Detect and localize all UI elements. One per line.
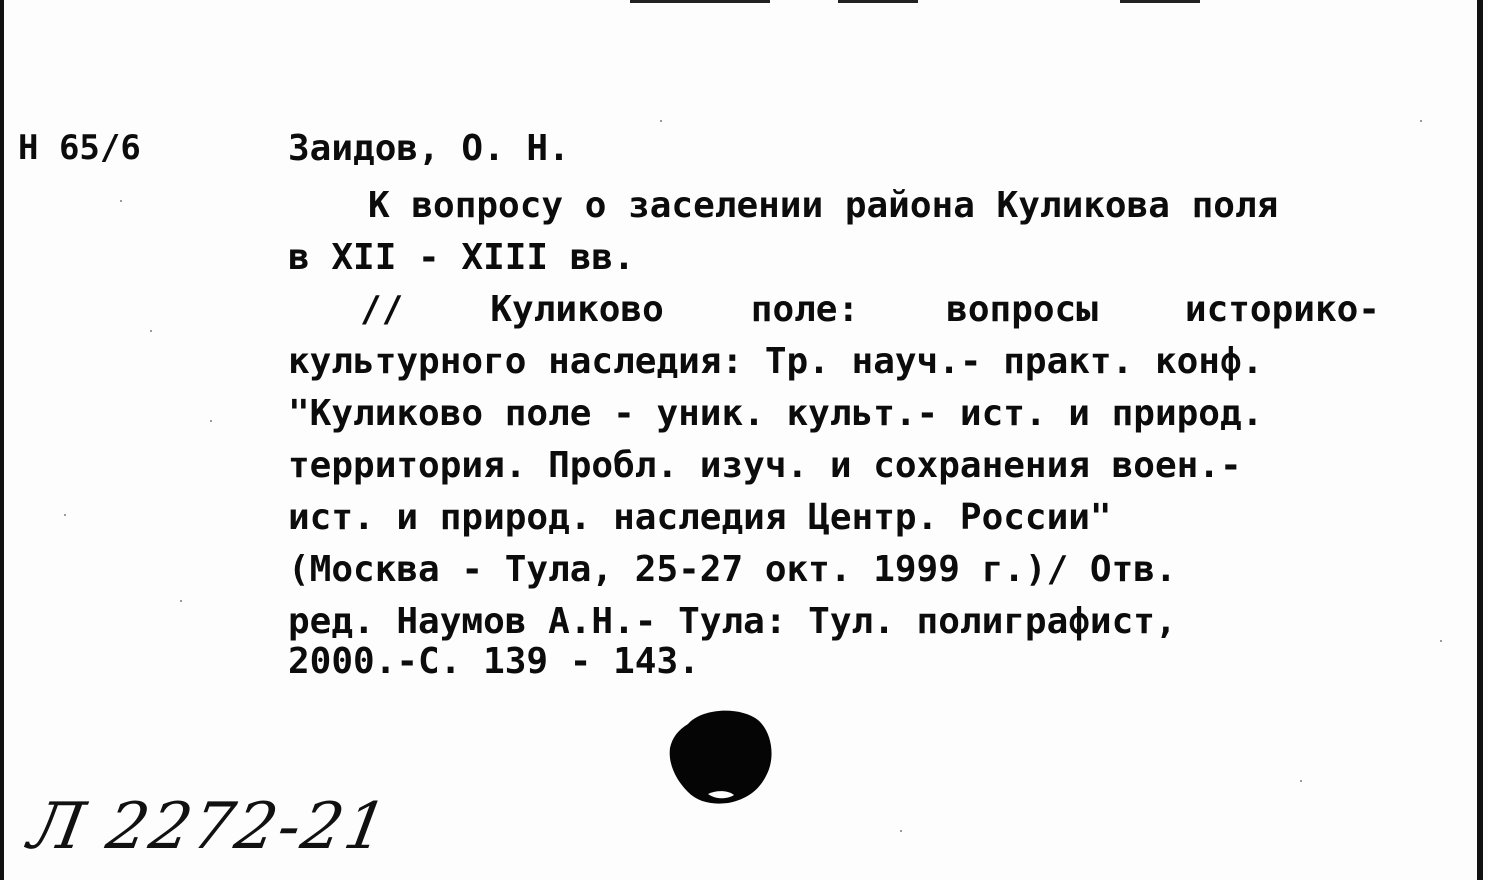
scan-speck xyxy=(64,514,66,516)
scan-speck xyxy=(1440,640,1442,642)
punch-hole-icon xyxy=(668,706,774,806)
scan-speck xyxy=(120,200,122,202)
source-word: // xyxy=(360,289,404,330)
source-word: поле: xyxy=(750,289,860,330)
scan-speck xyxy=(660,120,662,122)
source-line: 2000.-С. 139 - 143. xyxy=(288,641,700,682)
scan-speck xyxy=(1300,780,1302,782)
source-word: Куликово xyxy=(490,289,664,330)
scan-edge-right xyxy=(1477,0,1483,880)
scan-speck xyxy=(180,600,182,602)
title-line: К вопросу о заселении района Куликова поля xyxy=(368,185,1279,226)
scan-speck xyxy=(900,830,902,832)
source-line: ред. Наумов А.Н.- Тула: Тул. полиграфист, xyxy=(288,601,1177,642)
scan-speck xyxy=(1420,120,1422,122)
scan-edge-left xyxy=(0,0,4,880)
shelfmark: Н 65/6 xyxy=(18,128,141,168)
source-line: территория. Пробл. изуч. и сохранения воен.- xyxy=(288,445,1242,486)
scan-speck xyxy=(210,420,212,422)
source-first-line xyxy=(360,284,1380,336)
scan-top-mark xyxy=(630,0,770,3)
source-line: ист. и природ. наследия Центр. России" xyxy=(288,497,1112,538)
scan-top-mark xyxy=(838,0,918,3)
source-word: вопросы xyxy=(946,289,1098,330)
handwritten-inventory-number: Л 2272-21 xyxy=(23,790,395,864)
source-word: историко- xyxy=(1184,289,1380,330)
source-line: (Москва - Тула, 25-27 окт. 1999 г.)/ Отв. xyxy=(288,549,1177,590)
source-line: "Куликово поле - уник. культ.- ист. и природ. xyxy=(288,393,1264,434)
author-name: Заидов, О. Н. xyxy=(288,128,570,169)
scan-top-mark xyxy=(1120,0,1200,3)
source-line: культурного наследия: Тр. науч.- практ. конф. xyxy=(288,341,1264,382)
title-line: в XII - XIII вв. xyxy=(288,237,635,278)
scan-speck xyxy=(150,330,152,332)
